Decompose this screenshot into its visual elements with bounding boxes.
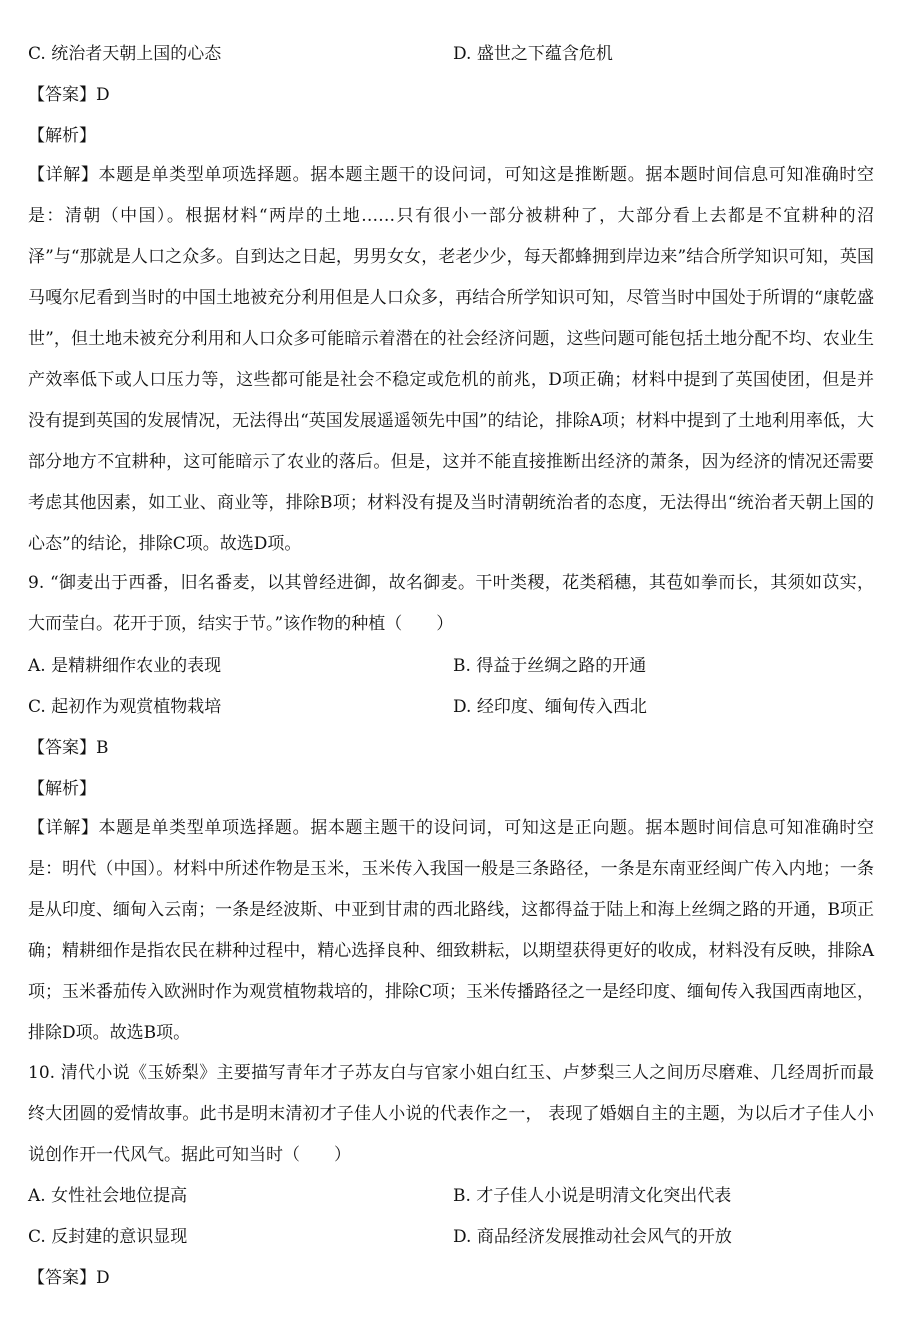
q10-option-c: C. 反封建的意识显现 — [28, 1227, 188, 1247]
q9-option-a: A. 是精耕细作农业的表现 — [28, 656, 222, 676]
q10-option-d: D. 商品经济发展推动社会风气的开放 — [453, 1227, 732, 1247]
q9-option-b: B. 得益于丝绸之路的开通 — [453, 656, 647, 676]
q8-detail — [28, 155, 874, 565]
q10-option-b: B. 才子佳人小说是明清文化突出代表 — [453, 1186, 732, 1206]
q8-option-c: C. 统治者天朝上国的心态 — [28, 44, 222, 64]
q8-detail-text: 【详解】本题是单类型单项选择题。据本题主题干的设问词，可知这是推断题。据本题时间信息可知准确时空是：清朝（中国）。根据材料“两岸的土地……只有很小一部分被耕种了，大部分看上去都是不宜耕种的沼泽”与“那就是人口之众多。自到达之日起，男男女女，老老少少，每天都蜂拥到岸边来”结合所学知识可知，英国马嘎尔尼看到当时的中国土地被充分利用但是人口众多，再结合所学知识可知，尽管当时中国处于所谓的“康乾盛世”，但土地未被充分利用和人口众多可能暗示着潜在的社会经济问题，这些问题可能包括土地分配不均、农业生产效率低下或人口压力等，这些都可能是社会不稳定或危机的前兆，D项正确；材料中提到了英国使团，但是并没有提到英国的发展情况，无法得出“英国发展遥遥领先中国”的结论，排除A项；材料中提到了土地利用率低，大部分地方不宜耕种，这可能暗示了农业的落后。但是，这并不能直接推断出经济的萧条，因为经济的情况还需要考虑其他因素，如工业、商业等，排除B项；材料没有提及当时清朝统治者的态度，无法得出“统治者天朝上国的心态”的结论，排除C项。故选D项。 — [28, 165, 874, 554]
q10-stem — [28, 1053, 874, 1176]
q8-answer: 【答案】D — [28, 85, 110, 105]
q9-option-d: D. 经印度、缅甸传入西北 — [453, 697, 647, 717]
q9-stem — [28, 563, 874, 645]
q9-answer: 【答案】B — [28, 738, 109, 758]
q9-option-c: C. 起初作为观赏植物栽培 — [28, 697, 222, 717]
q9-detail-text: 【详解】本题是单类型单项选择题。据本题主题干的设问词，可知这是正向题。据本题时间信息可知准确时空是：明代（中国）。材料中所述作物是玉米，玉米传入我国一般是三条路径，一条是东南亚经闽广传入内地；一条是从印度、缅甸入云南；一条是经波斯、中亚到甘肃的西北路线，这都得益于陆上和海上丝绸之路的开通，B项正确；精耕细作是指农民在耕种过程中，精心选择良种、细致耕耘，以期望获得更好的收成，材料没有反映，排除A项；玉米番茄传入欧洲时作为观赏植物栽培的，排除C项；玉米传播路径之一是经印度、缅甸传入我国西南地区，排除D项。故选B项。 — [28, 818, 875, 1043]
q8-option-d: D. 盛世之下蕴含危机 — [453, 44, 613, 64]
q10-stem-text: 10. 清代小说《玉娇梨》主要描写青年才子苏友白与官家小姐白红玉、卢梦梨三人之间历尽磨难、几经周折而最终大团圆的爱情故事。此书是明末清初才子佳人小说的代表作之一， 表现了婚姻自主的主题，为以后才子佳人小说创作开一代风气。据此可知当时（ ） — [28, 1063, 874, 1165]
q9-analysis-label: 【解析】 — [28, 779, 96, 799]
q9-detail — [28, 808, 874, 1054]
q9-stem-text: 9. “御麦出于西番，旧名番麦，以其曾经进御，故名御麦。干叶类稷，花类稻穗，其苞如拳而长，其须如苡实，大而莹白。花开于顶，结实于节。”该作物的种植（ ） — [28, 573, 874, 634]
q10-option-a: A. 女性社会地位提高 — [28, 1186, 188, 1206]
q10-answer: 【答案】D — [28, 1268, 110, 1288]
q8-analysis-label: 【解析】 — [28, 126, 96, 146]
